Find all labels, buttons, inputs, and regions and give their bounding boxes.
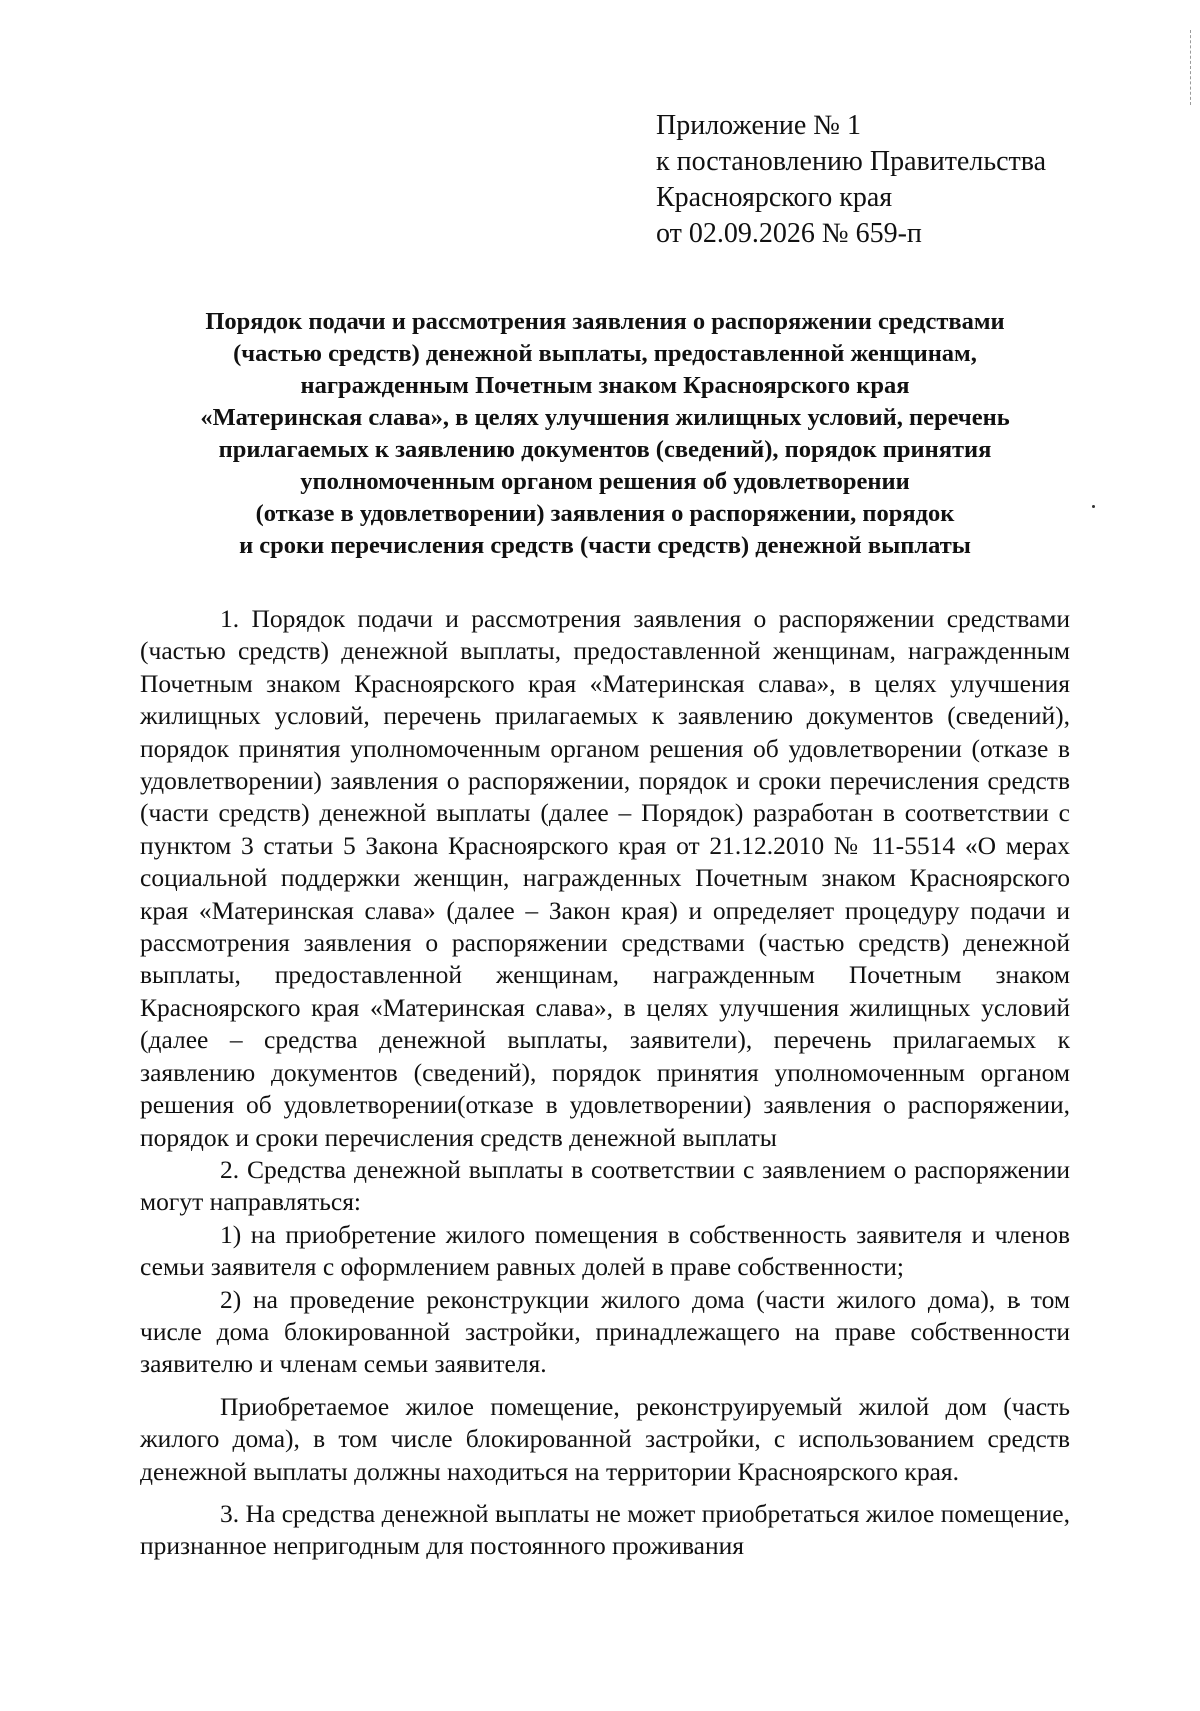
attachment-line: от 02.09.2026 № 659-п — [656, 218, 922, 249]
attachment-line: Приложение № 1 — [656, 110, 861, 141]
title-line: «Материнская слава», в целях улучшения жилищных условий, перечень — [200, 404, 1010, 431]
title-line: (частью средств) денежной выплаты, предоставленной женщинам, — [233, 340, 977, 367]
attachment-block — [656, 108, 1076, 252]
title-line: уполномоченным органом решения об удовлетворении — [300, 468, 910, 495]
title-line: (отказе в удовлетворении) заявления о распоряжении, порядок — [255, 500, 955, 527]
paragraph-2-item-1: 1) на приобретение жилого помещения в собственность заявителя и членов семьи заявителя с оформлением равных долей в праве собственности; — [140, 1219, 1070, 1282]
document-title — [140, 306, 1070, 562]
paragraph-2-item-2: 2) на проведение реконструкции жилого дома (части жилого дома), в том числе дома блокированной застройки, принадлежащего на праве собственности заявителю и членам семьи заявителя. — [140, 1284, 1070, 1379]
scan-edge-mark — [1190, 30, 1193, 105]
paragraph-2: 2. Средства денежной выплаты в соответствии с заявлением о распоряжении могут направляться: — [140, 1154, 1070, 1217]
title-line: прилагаемых к заявлению документов (сведений), порядок принятия — [218, 436, 992, 463]
attachment-line: к постановлению Правительства — [656, 146, 1047, 177]
title-line: и сроки перечисления средств (части средств) денежной выплаты — [239, 532, 971, 559]
title-line: Порядок подачи и рассмотрения заявления о распоряжении средствами — [205, 308, 1005, 335]
paragraph-location-note: Приобретаемое жилое помещение, реконструируемый жилой дом (часть жилого дома), в том числе блокированной застройки, с использованием средств денежной выплаты должны находиться на территории Красноярского края. — [140, 1391, 1070, 1486]
attachment-line: Красноярского края — [656, 182, 893, 213]
paragraph-3: 3. На средства денежной выплаты не может приобретаться жилое помещение, признанное непригодным для постоянного проживания — [140, 1498, 1070, 1561]
document-body — [140, 603, 1070, 1563]
scan-dot — [1092, 505, 1095, 508]
paragraph-1: 1. Порядок подачи и рассмотрения заявления о распоряжении средствами (частью средств) денежной выплаты, предоставленной женщинам, награжденным Почетным знаком Красноярского края «Материнская слава», в целях улучшения жилищных условий, перечень прилагаемых к заявлению документов (сведений), порядок принятия уполномоченным органом решения об удовлетворении (отказе в удовлетворении) заявления о распоряжении, порядок и сроки перечисления средств (части средств) денежной выплаты (далее – Порядок) разработан в соответствии с пунктом 3 статьи 5 Закона Красноярского края от 21.12.2010 № 11-5514 «О мерах социальной поддержки женщин, награжденных Почетным знаком Красноярского края «Материнская слава» (далее – Закон края) и определяет процедуру подачи и рассмотрения заявления о распоряжении средствами (частью средств) денежной выплаты, предоставленной женщинам, награжденным Почетным знаком Красноярского края «Материнская слава», в целях улучшения жилищных условий (далее – средства денежной выплаты, заявители), перечень прилагаемых к заявлению документов (сведений), порядок принятия уполномоченным органом решения об удовлетворении(отказе в удовлетворении) заявления о распоряжении, порядок и сроки перечисления средств денежной выплаты — [140, 604, 1070, 1152]
title-line: награжденным Почетным знаком Красноярского края — [300, 372, 910, 399]
